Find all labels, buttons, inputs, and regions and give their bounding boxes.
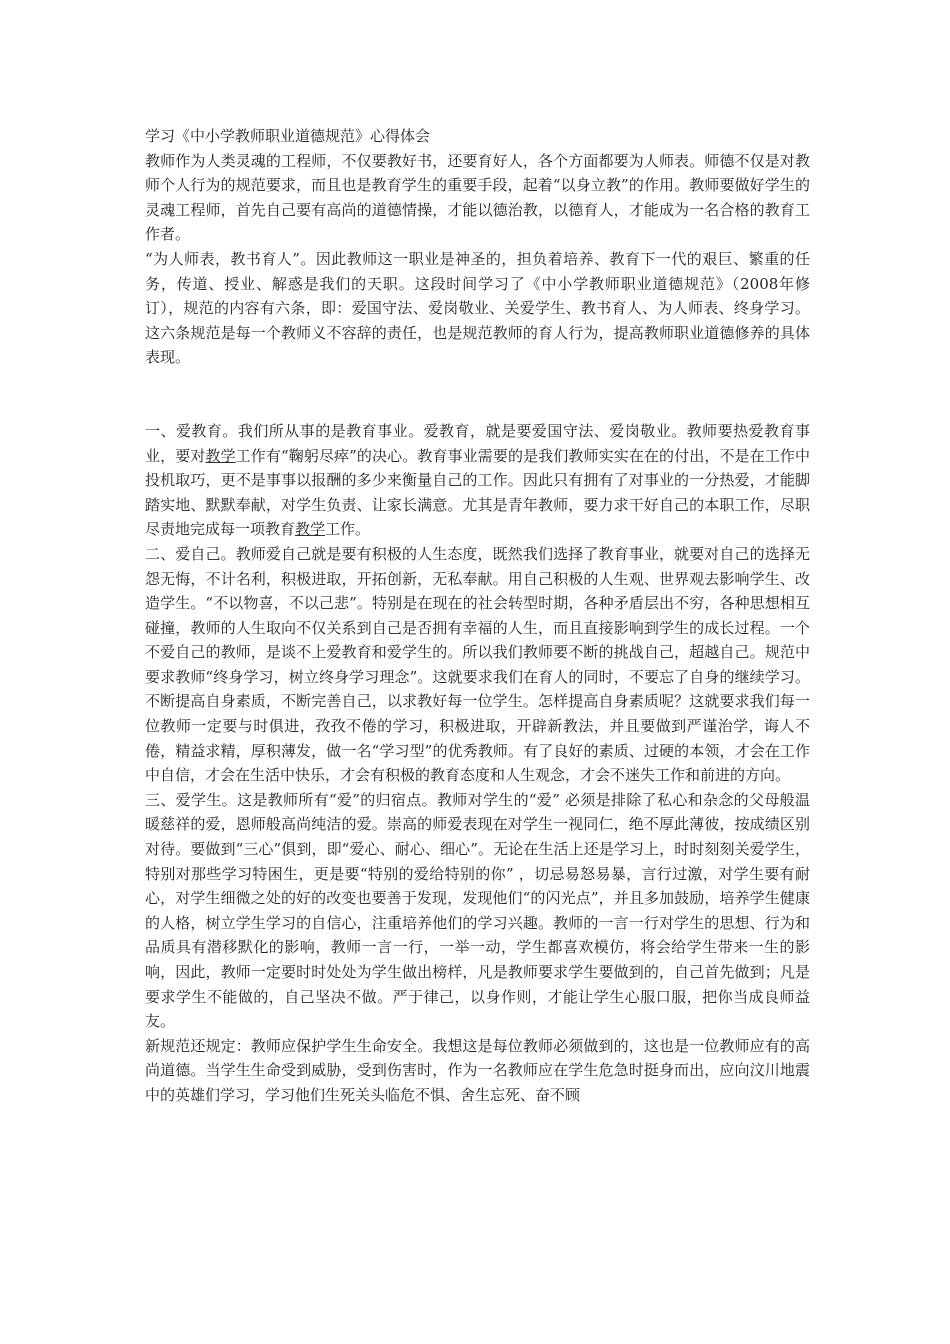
document-page <box>145 124 810 1108</box>
section-love-education-text-2: 工作有“鞠躬尽瘁”的决心。教育事业需要的是我们教师实实在在的付出，不是在工作中投机取巧，更不是事事以报酬的多少来衡量自己的工作。因此只有拥有了对事业的一分热爱，才能脚踏实地、默默奉献，对学生负责、让家长满意。尤其是青年教师，要力求干好自己的本职工作，尽职尽责地完成每一项教育 <box>145 446 810 539</box>
blank-spacer <box>145 370 810 419</box>
section-love-education-text-3: 工作。 <box>325 520 371 539</box>
teaching-link-1[interactable]: 教学 <box>205 446 236 465</box>
document-title: 学习《中小学教师职业道德规范》心得体会 <box>145 127 431 145</box>
intro-paragraph-2: “为人师表，教书育人”。因此教师这一职业是神圣的，担负着培养、教育下一代的艰巨、繁重的任务，传道、授业、解惑是我们的天职。这段时间学习了《中小学教师职业道德规范》（2008年修订），规范的内容有六条，即：爱国守法、爱岗敬业、关爱学生、教书育人、为人师表、终身学习。这六条规范是每一个教师义不容辞的责任，也是规范教师的育人行为，提高教师职业道德修养的具体表现。 <box>145 249 810 367</box>
section-love-education <box>145 419 810 542</box>
section-student-safety: 新规范还规定：教师应保护学生生命安全。我想这是每位教师必须做到的，这也是一位教师应有的高尚道德。当学生生命受到威胁，受到伤害时，作为一名教师应在学生危急时挺身而出，应向汶川地震中的英雄们学习，学习他们生死关头临危不惧、舍生忘死、奋不顾 <box>145 1036 810 1104</box>
section-love-students: 三、爱学生。这是教师所有“爱”的归宿点。教师对学生的“爱” 必须是排除了私心和杂念的父母般温暖慈祥的爱，恩师般高尚纯洁的爱。崇高的师爱表现在对学生一视同仁，绝不厚此薄彼，按成绩区别对待。要做到“三心”俱到，即“爱心、耐心、细心”。无论在生活上还是学习上，时时刻刻关爱学生，特别对那些学习特困生，更是要“特别的爱给特别的你” ，切忌易怒易暴，言行过激，对学生要有耐心，对学生细微之处的好的改变也要善于发现，发现他们“的闪光点”，并且多加鼓励，培养学生健康的人格，树立学生学习的自信心，注重培养他们的学习兴趣。教师的一言一行对学生的思想、行为和品质具有潜移默化的影响，教师一言一行，一举一动，学生都喜欢模仿，将会给学生带来一生的影响，因此，教师一定要时时处处为学生做出榜样，凡是教师要求学生要做到的，自己首先做到；凡是要求学生不能做的，自己坚决不做。严于律己，以身作则，才能让学生心服口服，把你当成良师益友。 <box>145 790 810 1031</box>
section-love-self: 二、爱自己。教师爱自己就是要有积极的人生态度，既然我们选择了教育事业，就要对自己的选择无怨无悔，不计名利，积极进取，开拓创新，无私奉献。用自己积极的人生观、世界观去影响学生、改造学生。“不以物喜，不以己悲”。特别是在现在的社会转型时期，各种矛盾层出不穷，各种思想相互碰撞，教师的人生取向不仅关系到自己是否拥有幸福的人生，而且直接影响到学生的成长过程。一个不爱自己的教师，是谈不上爱教育和爱学生的。所以我们教师要不断的挑战自己，超越自己。规范中要求教师“终身学习，树立终身学习理念”。这就要求我们在育人的同时，不要忘了自身的继续学习。不断提高自身素质，不断完善自己，以求教好每一位学生。怎样提高自身素质呢？这就要求我们每一位教师一定要与时俱进，孜孜不倦的学习，积极进取，开辟新教法，并且要做到严谨治学，诲人不倦，精益求精，厚积薄发，做一名“学习型”的优秀教师。有了良好的素质、过硬的本领，才会在工作中自信，才会在生活中快乐，才会有积极的教育态度和人生观念，才会不迷失工作和前进的方向。 <box>145 544 810 785</box>
teaching-link-2[interactable]: 教学 <box>295 520 326 539</box>
section-love-education-text-1: 一、爱教育。我们所从事的是教育事业。爱教育，就是要爱国守法、爱岗敬业。教师要热爱教育事业，要对 <box>145 421 810 465</box>
intro-paragraph-1: 教师作为人类灵魂的工程师，不仅要教好书，还要育好人，各个方面都要为人师表。师德不仅是对教师个人行为的规范要求，而且也是教育学生的重要手段，起着“以身立教”的作用。教师要做好学生的灵魂工程师，首先自己要有高尚的道德情操，才能以德治教，以德育人，才能成为一名合格的教育工作者。 <box>145 151 810 244</box>
